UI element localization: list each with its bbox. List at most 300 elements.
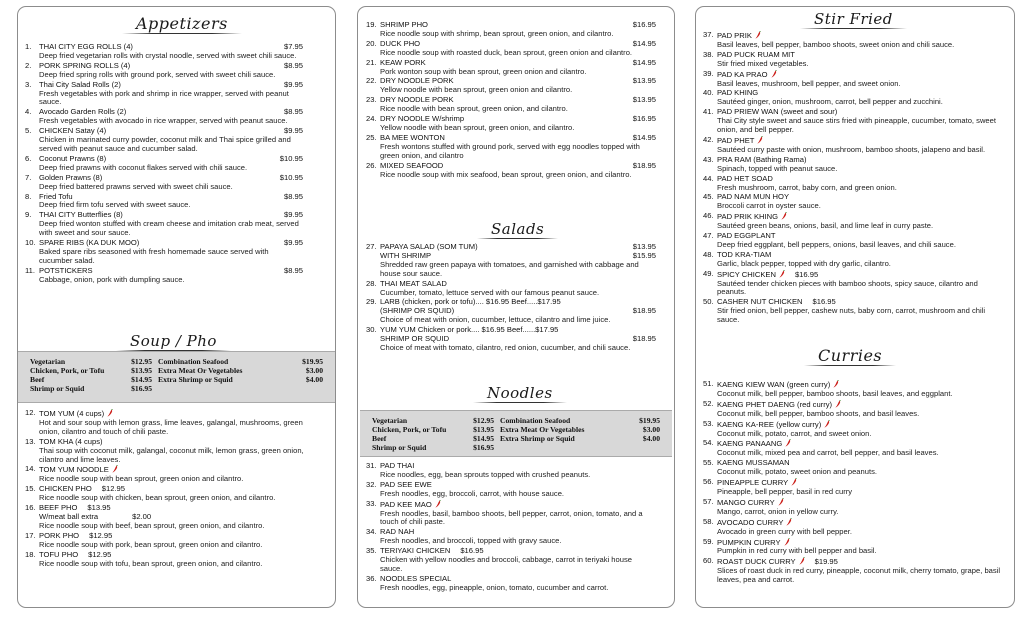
menu-item xyxy=(366,162,656,180)
item-number: 15. xyxy=(25,484,36,494)
item-description: Rice noodle soup with chicken, bean sprout, green onion, and cilantro. xyxy=(39,493,276,503)
item-price: $14.95 xyxy=(632,132,656,142)
item-number: 35. xyxy=(366,546,377,556)
item-description: Yellow noodle with bean sprout, green onion and cilantro. xyxy=(380,85,573,95)
item-price: $13.95 xyxy=(87,503,111,513)
item-number: 48. xyxy=(703,249,714,259)
noodles-list xyxy=(366,462,656,594)
variant-price: $15.95 xyxy=(632,250,656,260)
item-name: PAD THAI xyxy=(380,461,415,470)
price-value: $16.95 xyxy=(473,443,494,452)
menu-item xyxy=(366,547,656,574)
chili-pepper-icon xyxy=(781,212,787,220)
menu-item xyxy=(25,239,303,266)
menu-item xyxy=(703,212,1009,231)
price-row xyxy=(372,434,660,443)
menu-item xyxy=(25,108,303,126)
menu-item xyxy=(703,478,1009,497)
item-description: Hot and sour soup with lemon grass, lime leaves, galangal, mushrooms, green onion, cilantro and touch of chili paste. xyxy=(39,417,303,436)
menu-item xyxy=(366,40,656,58)
item-price: $18.95 xyxy=(632,160,656,170)
menu-item xyxy=(703,232,1009,250)
item-name: PAD KEE MAO xyxy=(380,500,656,510)
item-number: 3. xyxy=(25,79,32,89)
price-label: Shrimp or Squid xyxy=(30,384,85,393)
item-description: Mango, carrot, onion in yellow curry. xyxy=(717,506,839,516)
item-description: Pineapple, bell pepper, basil in red curry xyxy=(717,486,853,496)
item-name: PAPAYA SALAD (SOM TUM) xyxy=(380,242,478,251)
chili-pepper-icon xyxy=(833,380,839,388)
price-cell xyxy=(500,443,660,452)
menu-item xyxy=(25,211,303,238)
menu-item xyxy=(703,156,1009,174)
item-description: Cucumber, tomato, lettuce served with our famous peanut sauce. xyxy=(380,287,600,297)
appetizers-list xyxy=(25,43,303,286)
variant-price: $18.95 xyxy=(632,306,656,316)
menu-item xyxy=(703,51,1009,69)
item-price: $13.95 xyxy=(632,242,656,251)
price-row xyxy=(30,384,323,393)
item-price: $8.95 xyxy=(283,191,303,201)
item-description: Rice noodle soup with pork, bean sprout, green onion and cilantro. xyxy=(39,539,263,549)
item-description: Rice noodle soup with mix seafood, bean sprout, green onion, and cilantro. xyxy=(380,169,632,179)
variant-price: $18.95 xyxy=(632,334,656,344)
item-name: PAD KA PRAO xyxy=(717,70,1009,80)
item-number: 32. xyxy=(366,479,377,489)
price-row xyxy=(372,425,660,434)
menu-item xyxy=(703,420,1009,439)
price-value: $19.95 xyxy=(302,357,323,366)
variant-label: WITH SHRIMP xyxy=(380,250,432,260)
item-number: 13. xyxy=(25,436,36,446)
item-description: Sautéed tender chicken pieces with bamboo shoots, spicy sauce, cilantro and peanuts. xyxy=(717,278,978,297)
menu-item xyxy=(703,175,1009,193)
item-variant xyxy=(366,252,656,261)
item-description: Fresh noodles, and broccoli, topped with gravy sauce. xyxy=(380,536,562,546)
item-name: POTSTICKERS xyxy=(39,265,93,275)
item-number: 8. xyxy=(25,191,32,201)
item-price: $16.95 xyxy=(812,297,836,307)
price-label: Extra Meat Or Vegetables xyxy=(158,366,243,375)
item-number: 39. xyxy=(703,68,714,78)
item-number: 58. xyxy=(703,516,714,526)
price-row xyxy=(372,416,660,425)
menu-item xyxy=(703,459,1009,477)
item-description: Sautéed curry paste with onion, mushroom, bamboo shoots, jalapeno and basil. xyxy=(717,144,986,154)
item-name: KAENG MUSSAMAN xyxy=(717,458,790,468)
item-number: 60. xyxy=(703,556,714,566)
price-label: Chicken, Pork, or Tofu xyxy=(30,366,105,375)
extra-option-price: $2.00 xyxy=(132,511,152,521)
item-name: CHICKEN PHO $12.95 xyxy=(39,484,125,494)
menu-item xyxy=(366,528,656,546)
price-cell xyxy=(30,357,158,366)
item-number: 17. xyxy=(25,530,36,540)
item-name: TERIYAKI CHICKEN $16.95 xyxy=(380,546,484,556)
menu-item xyxy=(703,498,1009,517)
item-number: 6. xyxy=(25,153,32,163)
item-description: Pumpkin in red curry with bell pepper and basil. xyxy=(717,546,877,556)
price-value: $13.95 xyxy=(473,425,494,434)
price-label: Extra Shrimp or Squid xyxy=(500,434,575,443)
chili-pepper-icon xyxy=(799,557,805,565)
price-cell xyxy=(158,384,323,393)
item-description: Rice noodle soup with shrimp, bean sprout, green onion, and cilantro. xyxy=(380,28,614,38)
item-name: Coconut Prawns (8) xyxy=(39,153,107,163)
price-value: $3.00 xyxy=(305,366,323,375)
item-description: Avocado in green curry with bell pepper. xyxy=(717,526,852,536)
menu-item xyxy=(25,504,321,531)
menu-item xyxy=(25,267,303,285)
price-cell xyxy=(372,416,500,425)
item-price: $16.95 xyxy=(794,269,819,279)
price-label: Beef xyxy=(30,375,45,384)
price-row xyxy=(30,366,323,375)
item-name: DRY NOODLE PORK xyxy=(380,76,454,86)
menu-item xyxy=(366,96,656,114)
chili-pepper-icon xyxy=(835,400,841,408)
menu-item xyxy=(703,70,1009,89)
item-number: 21. xyxy=(366,57,377,67)
item-name: KAENG PANAANG xyxy=(717,439,1009,449)
item-number: 47. xyxy=(703,231,714,241)
menu-item xyxy=(25,127,303,154)
salads-list xyxy=(366,243,656,354)
price-cell xyxy=(500,434,660,443)
item-number: 33. xyxy=(366,498,377,508)
chili-pepper-icon xyxy=(435,500,441,508)
item-price: $12.95 xyxy=(89,530,113,540)
curries-heading: Curries xyxy=(818,346,883,365)
item-number: 57. xyxy=(703,496,714,506)
menu-item xyxy=(703,108,1009,135)
chili-pepper-icon xyxy=(755,31,761,39)
menu-item xyxy=(366,21,656,39)
menu-item xyxy=(366,243,656,279)
item-name: SPICY CHICKEN $16.95 xyxy=(717,269,819,279)
item-name: CHICKEN Satay (4) xyxy=(39,126,107,136)
item-description: Stir fried mixed vegetables. xyxy=(717,58,809,68)
item-number: 9. xyxy=(25,210,32,220)
item-name: Avocado Garden Rolls (2) xyxy=(39,107,127,117)
item-price: $9.95 xyxy=(283,126,303,136)
item-number: 24. xyxy=(366,114,377,124)
item-description: Stir fried onion, bell pepper, cashew nuts, baby corn, carrot, mushroom and chili sauce. xyxy=(717,306,986,325)
item-description: Deep fried prawns with coconut flakes served with chili sauce. xyxy=(39,162,248,172)
item-description: Coconut milk, bell pepper, bamboo shoots, basil leaves, and eggplant. xyxy=(717,388,953,398)
item-number: 42. xyxy=(703,134,714,144)
menu-item xyxy=(25,193,303,211)
price-value: $4.00 xyxy=(642,434,660,443)
price-value: $14.95 xyxy=(473,434,494,443)
item-description: Fresh wontons stuffed with ground pork, served with egg noodles topped with green onion, and cilantro xyxy=(380,141,640,160)
item-number: 59. xyxy=(703,536,714,546)
price-label: Beef xyxy=(372,434,387,443)
item-description: Fresh noodles, egg, pineapple, onion, tomato, cucumber and carrot. xyxy=(380,582,609,592)
menu-item xyxy=(366,575,656,593)
menu-item xyxy=(25,81,303,108)
item-name: TOM KHA (4 cups) xyxy=(39,436,103,446)
item-number: 23. xyxy=(366,95,377,105)
price-cell xyxy=(372,425,500,434)
menu-item xyxy=(25,438,321,465)
item-number: 27. xyxy=(366,242,377,251)
item-number: 45. xyxy=(703,192,714,202)
item-number: 30. xyxy=(366,325,377,335)
item-number: 10. xyxy=(25,238,36,248)
item-name: THAI CITY EGG ROLLS (4) xyxy=(39,42,133,51)
item-number: 55. xyxy=(703,458,714,468)
curries-list xyxy=(703,380,1009,586)
item-description: Garlic, black pepper, topped with dry garlic, cilantro. xyxy=(717,258,891,268)
price-label: Combination Seafood xyxy=(158,357,229,366)
item-name: THAI MEAT SALAD xyxy=(380,278,447,288)
item-description: Rice noodle soup with bean sprout, green onion and cilantro. xyxy=(39,474,244,484)
item-price: $13.95 xyxy=(632,76,656,86)
item-description: Thai soup with coconut milk, galangal, coconut milk, lemon grass, green onion, cilantro and lime leaves. xyxy=(39,445,304,464)
menu-item xyxy=(25,43,303,61)
item-name: MANGO CURRY xyxy=(717,498,1009,508)
item-number: 50. xyxy=(703,297,714,307)
menu-item xyxy=(25,174,303,192)
item-name: PAD SEE EWE xyxy=(380,479,432,489)
price-label: Extra Shrimp or Squid xyxy=(158,375,233,384)
item-name: CASHER NUT CHICKEN $16.95 xyxy=(717,297,836,307)
chili-pepper-icon xyxy=(778,498,784,506)
price-row xyxy=(30,375,323,384)
item-price: $9.95 xyxy=(283,210,303,220)
price-cell xyxy=(372,434,500,443)
item-name: PAD KHING xyxy=(717,88,759,98)
item-description: Rice noodle soup with roasted duck, bean sprout, green onion and cilantro. xyxy=(380,47,633,57)
item-name: Golden Prawns (8) xyxy=(39,172,103,182)
chili-pepper-icon xyxy=(107,409,113,417)
item-number: 7. xyxy=(25,172,32,182)
item-number: 41. xyxy=(703,107,714,117)
item-number: 29. xyxy=(366,297,377,307)
menu-item xyxy=(366,462,656,480)
item-name: PAD PRIK KHING xyxy=(717,212,1009,222)
chili-pepper-icon xyxy=(791,478,797,486)
item-name: YUM YUM Chicken or pork.... $16.95 Beef......$17.95 xyxy=(380,325,559,335)
item-name: RAD NAH xyxy=(380,527,415,537)
price-cell xyxy=(158,375,323,384)
item-name: KAENG KA-REE (yellow curry) xyxy=(717,420,1009,430)
price-cell xyxy=(158,357,323,366)
item-number: 16. xyxy=(25,503,36,513)
item-number: 25. xyxy=(366,132,377,142)
item-name: KAENG PHET DAENG (red curry) xyxy=(717,400,1009,410)
item-name: KAENG KIEW WAN (green curry) xyxy=(717,380,1009,390)
menu-item xyxy=(703,298,1009,325)
item-description: Sautéed ginger, onion, mushroom, carrot, bell pepper and zucchini. xyxy=(717,97,943,107)
chili-pepper-icon xyxy=(824,420,830,428)
item-description: Fresh noodles, egg, broccoli, carrot, with house sauce. xyxy=(380,488,565,498)
price-value: $3.00 xyxy=(642,425,660,434)
menu-item xyxy=(25,155,303,173)
item-name: Fried Tofu xyxy=(39,191,73,201)
item-name: KEAW PORK xyxy=(380,57,426,67)
item-name: NOODLES SPECIAL xyxy=(380,573,452,583)
price-label: Chicken, Pork, or Tofu xyxy=(372,425,447,434)
item-name: Thai City Salad Rolls (2) xyxy=(39,79,121,89)
item-price: $7.95 xyxy=(283,42,303,51)
item-number: 54. xyxy=(703,438,714,448)
menu-item xyxy=(25,485,321,503)
item-name: TOD KRA-TIAM xyxy=(717,249,772,259)
menu-item xyxy=(366,115,656,133)
item-number: 40. xyxy=(703,88,714,98)
item-price: $12.95 xyxy=(101,484,125,494)
item-number: 12. xyxy=(25,408,36,417)
item-description: Pork wonton soup with bean sprout, green onion and cilantro. xyxy=(380,66,587,76)
price-value: $16.95 xyxy=(131,384,152,393)
item-name: PAD PHET xyxy=(717,136,1009,146)
item-name: BA MEE WONTON xyxy=(380,132,445,142)
item-name: DRY NOODLE PORK xyxy=(380,95,454,105)
menu-item xyxy=(25,551,321,569)
price-cell xyxy=(30,375,158,384)
item-price: $14.95 xyxy=(632,38,656,48)
item-description: Deep fried wonton stuffed with cream cheese and imitation crab meat, served with sweet and sour sauce. xyxy=(39,219,299,238)
menu-item xyxy=(366,134,656,161)
item-description: Deep fried battered prawns served with sweet chili sauce. xyxy=(39,181,233,191)
item-price: $16.95 xyxy=(632,114,656,124)
item-description: Fresh vegetables with pork and shrimp in rice wrapper, served with peanut sauce. xyxy=(39,88,289,107)
price-label: Vegetarian xyxy=(372,416,408,425)
item-price: $16.95 xyxy=(632,20,656,29)
item-number: 26. xyxy=(366,160,377,170)
item-number: 2. xyxy=(25,60,32,70)
item-description: Coconut milk, potato, carrot, and sweet onion. xyxy=(717,428,872,438)
item-description: Rice noodle soup with tofu, bean sprout, green onion, and cilantro. xyxy=(39,558,263,568)
item-description: Basil leaves, mushroom, bell pepper, and sweet onion. xyxy=(717,78,901,88)
item-number: 34. xyxy=(366,527,377,537)
chili-pepper-icon xyxy=(771,70,777,78)
menu-item xyxy=(366,298,656,325)
price-cell xyxy=(30,384,158,393)
price-value: $14.95 xyxy=(131,375,152,384)
item-number: 1. xyxy=(25,42,32,51)
stir-fried-heading: Stir Fried xyxy=(814,10,893,28)
price-value: $19.95 xyxy=(639,416,660,425)
menu-panel-right xyxy=(695,6,1015,608)
item-name: PORK PHO $12.95 xyxy=(39,530,113,540)
menu-item xyxy=(703,136,1009,155)
item-number: 56. xyxy=(703,477,714,487)
menu-item xyxy=(703,251,1009,269)
item-price: $19.95 xyxy=(814,557,838,567)
item-number: 44. xyxy=(703,173,714,183)
item-name: PUMPKIN CURRY xyxy=(717,538,1009,548)
item-description: Cabbage, onion, pork with dumpling sauce. xyxy=(39,274,185,284)
item-price: $12.95 xyxy=(88,549,112,559)
item-number: 14. xyxy=(25,464,36,474)
item-price: $14.95 xyxy=(632,57,656,67)
item-number: 36. xyxy=(366,573,377,583)
item-number: 53. xyxy=(703,418,714,428)
menu-item xyxy=(703,270,1009,298)
price-row xyxy=(30,357,323,366)
soup-list xyxy=(25,409,321,569)
item-description: Chicken with yellow noodles and broccoli, cabbage, carrot in teriyaki house sauce. xyxy=(380,555,632,573)
item-number: 28. xyxy=(366,278,377,288)
chili-pepper-icon xyxy=(786,518,792,526)
item-description: Slices of roast duck in red curry, pineapple, coconut milk, cherry tomato, grape, basil leaves, pea and carrot. xyxy=(717,566,1001,585)
price-cell xyxy=(372,443,500,452)
item-name: TOFU PHO $12.95 xyxy=(39,549,112,559)
price-label: Combination Seafood xyxy=(500,416,571,425)
menu-item xyxy=(703,31,1009,50)
item-description: Shredded raw green papaya with tomatoes, and garnished with cabbage and house sour sauce. xyxy=(380,259,639,278)
menu-item xyxy=(366,326,656,353)
price-value: $13.95 xyxy=(131,366,152,375)
item-description: Deep fried firm tofu served with sweet sauce. xyxy=(39,200,191,210)
item-description: Chicken in marinated curry powder, coconut milk and Thai spice grilled and served with peanut sauce and cucumber salad. xyxy=(39,135,291,153)
item-price: $9.95 xyxy=(283,79,303,89)
item-name: SPARE RIBS (KA DUK MOO) xyxy=(39,238,140,248)
item-price: $13.95 xyxy=(632,95,656,105)
price-cell xyxy=(158,366,323,375)
variant-label: SHRIMP OR SQUID xyxy=(380,334,450,344)
menu-item xyxy=(703,557,1009,585)
price-label: Shrimp or Squid xyxy=(372,443,427,452)
item-description: Fresh mushroom, carrot, baby corn, and green onion. xyxy=(717,182,897,192)
item-name: PAD EGGPLANT xyxy=(717,231,776,241)
item-number: 4. xyxy=(25,107,32,117)
price-label: Extra Meat Or Vegetables xyxy=(500,425,585,434)
item-description: Fresh vegetables with avocado in rice wrapper, served with peanut sauce. xyxy=(39,116,288,126)
item-description: Deep fried vegetarian rolls with crystal noodle, served with sweet chili sauce. xyxy=(39,50,297,60)
menu-item xyxy=(366,59,656,77)
menu-item xyxy=(25,62,303,80)
price-value: $12.95 xyxy=(131,357,152,366)
item-name: BEEF PHO $13.95 xyxy=(39,503,111,513)
item-name: TOM YUM NOODLE xyxy=(39,465,321,475)
item-price: $10.95 xyxy=(279,153,303,163)
price-label: Vegetarian xyxy=(30,357,66,366)
item-description: Sautéed green beans, onions, basil, and lime leaf in curry paste. xyxy=(717,221,934,231)
price-value: $12.95 xyxy=(473,416,494,425)
menu-item xyxy=(366,500,656,528)
chili-pepper-icon xyxy=(757,136,763,144)
item-description: Coconut milk, bell pepper, bamboo shoots, and basil leaves. xyxy=(717,408,920,418)
item-description: Fresh noodles, basil, bamboo shoots, bell pepper, carrot, onion, tomato, and a touch of chili paste. xyxy=(380,508,643,527)
item-name: PAD NAM MUN HOY xyxy=(717,192,790,202)
price-row xyxy=(372,443,660,452)
item-name: PAD PUCK RUAM MIT xyxy=(717,49,795,59)
menu-item xyxy=(703,380,1009,399)
item-name: DUCK PHO xyxy=(380,38,421,48)
menu-item xyxy=(366,77,656,95)
item-name: MIXED SEAFOOD xyxy=(380,160,444,170)
item-description: Coconut milk, potato, sweet onion and peanuts. xyxy=(717,467,877,477)
soup-price-box xyxy=(18,351,335,403)
pho-continued-list xyxy=(366,21,656,180)
item-description: Rice noodle soup with beef, bean sprout, green onion, and cilantro. xyxy=(39,520,265,530)
price-value: $4.00 xyxy=(305,375,323,384)
menu-item xyxy=(25,465,321,484)
item-number: 51. xyxy=(703,379,714,388)
menu-item xyxy=(703,439,1009,458)
item-name: PORK SPRING ROLLS (4) xyxy=(39,60,131,70)
item-name: PAD PRIEW WAN (sweet and sour) xyxy=(717,107,838,117)
item-number: 31. xyxy=(366,461,377,470)
item-number: 38. xyxy=(703,49,714,59)
item-variant xyxy=(366,335,656,344)
noodles-price-box xyxy=(360,410,672,457)
item-name: PAD PRIK xyxy=(717,31,1009,41)
